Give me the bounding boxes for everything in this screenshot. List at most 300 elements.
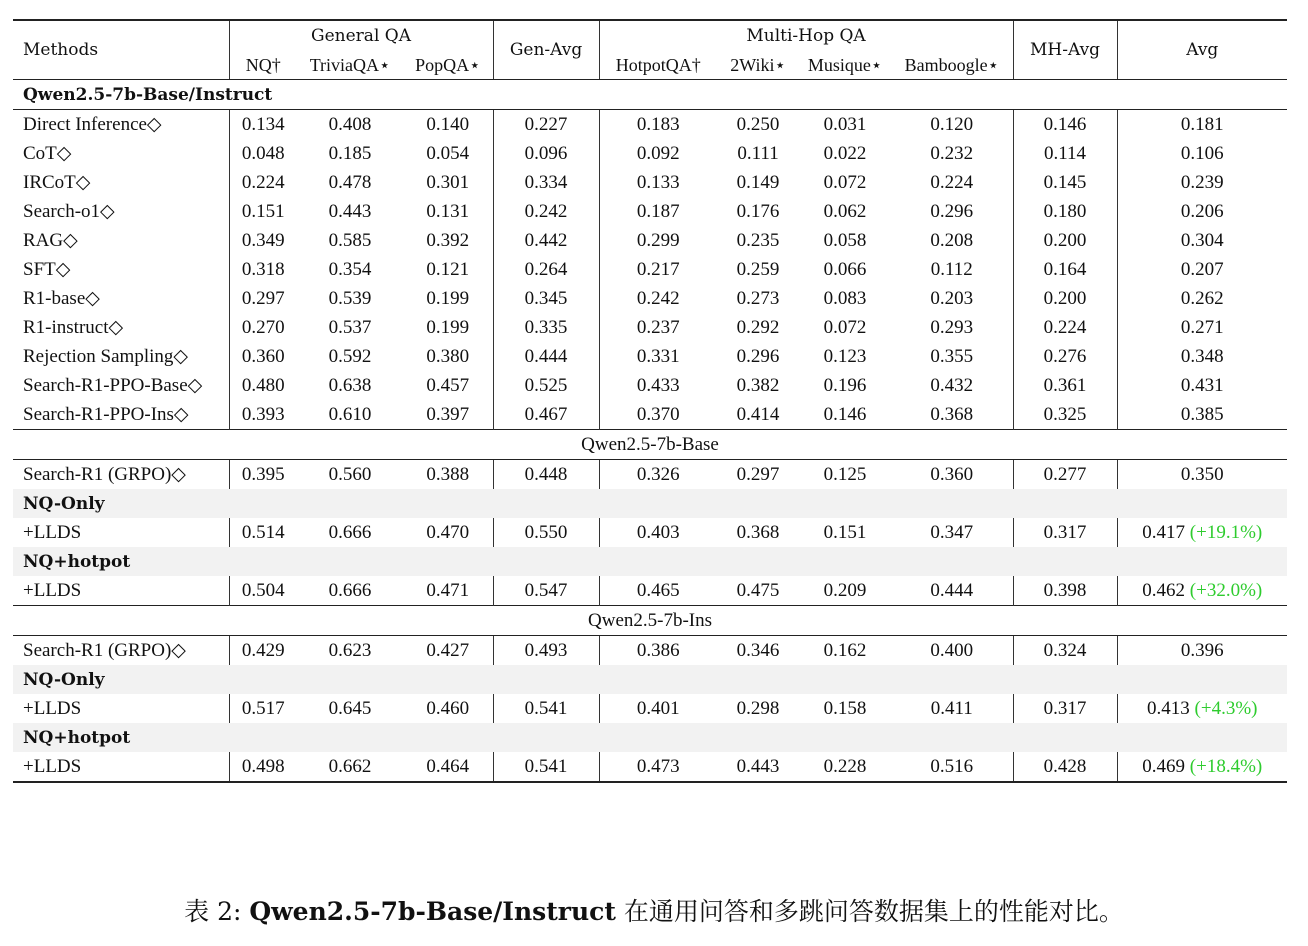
table-cell — [493, 694, 599, 723]
cell-value: 0.460 — [426, 697, 470, 719]
table-cell — [891, 226, 1013, 255]
cell-value: 0.610 — [328, 403, 372, 425]
method-name: +LLDS — [23, 521, 82, 543]
caption-prefix: 表 2: — [184, 897, 250, 926]
cell-value: 0.397 — [426, 403, 470, 425]
table-cell — [799, 460, 891, 490]
table-cell — [297, 576, 403, 606]
table-cell — [229, 139, 297, 168]
cell-value: 0.264 — [524, 258, 568, 280]
section-title-2: Qwen2.5-7b-Base — [13, 430, 1287, 460]
cell-value: 0.224 — [930, 171, 974, 193]
cell-value: 0.368 — [736, 521, 780, 543]
table-cell — [1013, 284, 1117, 313]
cell-value: 0.228 — [823, 755, 867, 777]
cell-value: 0.427 — [426, 639, 470, 661]
cell-value: 0.666 — [328, 521, 372, 543]
header-triviaqa: TriviaQA⋆ — [309, 54, 391, 75]
table-cell — [1013, 110, 1117, 140]
table-cell — [403, 255, 493, 284]
table-cell — [493, 226, 599, 255]
table-row — [13, 752, 1287, 782]
cell-value: 0.388 — [426, 463, 470, 485]
table-cell — [493, 460, 599, 490]
table-cell — [403, 576, 493, 606]
cell-value: 0.547 — [524, 579, 568, 601]
table-cell — [403, 168, 493, 197]
cell-value: 0.199 — [426, 287, 470, 309]
table-cell — [891, 139, 1013, 168]
table-cell — [1013, 371, 1117, 400]
cell-value: 0.185 — [328, 142, 372, 164]
table-cell — [599, 255, 717, 284]
table-cell — [1117, 460, 1287, 490]
cell-value: 0.413 — [1147, 697, 1190, 719]
cell-value: 0.149 — [736, 171, 780, 193]
table-cell — [891, 255, 1013, 284]
cell-value: 0.162 — [823, 639, 867, 661]
table-cell — [229, 752, 297, 782]
table-cell — [717, 518, 799, 547]
cell-value: 0.164 — [1043, 258, 1087, 280]
cell-value: 0.271 — [1180, 316, 1224, 338]
cell-value: 0.396 — [1180, 639, 1224, 661]
cell-value: 0.346 — [736, 639, 780, 661]
table-cell — [229, 313, 297, 342]
table-cell — [717, 752, 799, 782]
table-cell — [403, 139, 493, 168]
header-musique: Musique⋆ — [807, 54, 883, 75]
cell-value: 0.200 — [1043, 229, 1087, 251]
cell-value: 0.058 — [823, 229, 867, 251]
table-cell — [403, 226, 493, 255]
table-cell — [891, 371, 1013, 400]
method-name: IRCoT◇ — [23, 171, 91, 193]
gain-value: (+32.0%) — [1189, 579, 1263, 601]
table-cell — [297, 284, 403, 313]
cell-value: 0.355 — [930, 345, 974, 367]
table-cell — [1013, 694, 1117, 723]
table-row — [13, 110, 1287, 140]
caption-suffix: 在通用问答和多跳问答数据集上的性能对比。 — [615, 897, 1124, 926]
table-cell — [493, 255, 599, 284]
method-name: +LLDS — [13, 752, 229, 782]
method-name: Search-R1-PPO-Ins◇ — [23, 403, 189, 425]
table-cell — [403, 371, 493, 400]
cell-value: 0.638 — [328, 374, 372, 396]
cell-value: 0.296 — [736, 345, 780, 367]
table-row — [13, 400, 1287, 430]
table-cell — [1117, 400, 1287, 430]
group-label-nq-only-row — [13, 489, 1287, 518]
cell-value: 0.196 — [823, 374, 867, 396]
header-multi-hop-qa: Multi-Hop QA — [599, 20, 1013, 50]
cell-value: 0.217 — [636, 258, 680, 280]
table-cell — [493, 110, 599, 140]
table-cell — [1013, 226, 1117, 255]
cell-value: 0.232 — [930, 142, 974, 164]
cell-value: 0.504 — [241, 579, 285, 601]
cell-value: 0.417 — [1142, 521, 1186, 543]
gain-value: (+18.4%) — [1189, 755, 1263, 777]
cell-value: 0.348 — [1180, 345, 1224, 367]
cell-value: 0.401 — [636, 697, 680, 719]
table-row — [13, 255, 1287, 284]
cell-value: 0.537 — [328, 316, 372, 338]
cell-value: 0.368 — [930, 403, 974, 425]
cell-value: 0.208 — [930, 229, 974, 251]
table-cell — [891, 168, 1013, 197]
cell-value: 0.428 — [1043, 755, 1087, 777]
table-cell — [799, 400, 891, 430]
cell-value: 0.475 — [736, 579, 780, 601]
header-avg: Avg — [1117, 20, 1287, 80]
header-nq: NQ† — [229, 50, 297, 80]
table-cell — [493, 518, 599, 547]
table-row — [13, 371, 1287, 400]
cell-value: 0.293 — [930, 316, 974, 338]
table-cell — [799, 255, 891, 284]
table-cell — [599, 139, 717, 168]
group-label-nq-hotpot-row — [13, 723, 1287, 752]
cell-value: 0.398 — [1043, 579, 1087, 601]
cell-value: 0.493 — [524, 639, 568, 661]
cell-value: 0.335 — [524, 316, 568, 338]
cell-value: 0.121 — [426, 258, 470, 280]
method-name: Search-R1-PPO-Base◇ — [23, 374, 203, 396]
cell-value: 0.464 — [426, 755, 470, 777]
method-name: Direct Inference◇ — [13, 110, 229, 140]
table-cell — [493, 342, 599, 371]
cell-value: 0.360 — [241, 345, 285, 367]
table-cell — [297, 197, 403, 226]
cell-value: 0.273 — [736, 287, 780, 309]
cell-value: 0.304 — [1180, 229, 1224, 251]
table-cell — [799, 342, 891, 371]
section-title-1: Qwen2.5-7b-Base/Instruct — [23, 84, 273, 105]
cell-value: 0.443 — [328, 200, 372, 222]
table-cell — [1117, 752, 1287, 782]
cell-value: 0.106 — [1180, 142, 1224, 164]
table-cell — [403, 197, 493, 226]
cell-value: 0.331 — [636, 345, 680, 367]
cell-value: 0.292 — [736, 316, 780, 338]
cell-value: 0.317 — [1043, 521, 1087, 543]
cell-value: 0.083 — [823, 287, 867, 309]
cell-value: 0.209 — [823, 579, 867, 601]
cell-value: 0.235 — [736, 229, 780, 251]
cell-value: 0.048 — [241, 142, 285, 164]
cell-value: 0.443 — [736, 755, 780, 777]
table-cell — [891, 313, 1013, 342]
cell-value: 0.120 — [930, 113, 974, 135]
table-cell — [1013, 518, 1117, 547]
cell-value: 0.349 — [241, 229, 285, 251]
table-cell — [891, 197, 1013, 226]
table-cell — [717, 284, 799, 313]
cell-value: 0.262 — [1180, 287, 1224, 309]
table-row — [13, 460, 1287, 490]
table-cell — [297, 110, 403, 140]
cell-value: 0.072 — [823, 316, 867, 338]
cell-value: 0.199 — [426, 316, 470, 338]
header-hotpotqa: HotpotQA† — [599, 50, 717, 80]
table-cell — [599, 460, 717, 490]
table-row — [13, 636, 1287, 666]
table-row — [13, 139, 1287, 168]
cell-value: 0.176 — [736, 200, 780, 222]
cell-value: 0.354 — [328, 258, 372, 280]
table-cell — [717, 139, 799, 168]
cell-value: 0.242 — [636, 287, 680, 309]
table-cell — [493, 636, 599, 666]
cell-value: 0.324 — [1043, 639, 1087, 661]
group-label-nq-hotpot: NQ+hotpot — [13, 723, 1287, 752]
table-cell — [1117, 168, 1287, 197]
header-popqa: PopQA⋆ — [415, 54, 481, 75]
table-cell — [717, 636, 799, 666]
group-label-nq-hotpot: NQ+hotpot — [13, 547, 1287, 576]
table-cell — [229, 226, 297, 255]
table-cell — [297, 313, 403, 342]
table-caption — [0, 892, 1308, 928]
cell-value: 0.432 — [930, 374, 974, 396]
table-cell — [493, 197, 599, 226]
table-cell — [799, 636, 891, 666]
table-cell — [599, 168, 717, 197]
table-cell — [799, 313, 891, 342]
cell-value: 0.380 — [426, 345, 470, 367]
cell-value: 0.442 — [524, 229, 568, 251]
cell-value: 0.250 — [736, 113, 780, 135]
table-cell — [599, 226, 717, 255]
cell-value: 0.334 — [524, 171, 568, 193]
table-cell — [1013, 636, 1117, 666]
table-cell — [493, 284, 599, 313]
table-cell — [717, 197, 799, 226]
table-cell — [1117, 226, 1287, 255]
table-cell — [891, 400, 1013, 430]
method-name: Rejection Sampling◇ — [23, 345, 189, 367]
table-cell — [229, 400, 297, 430]
table-cell — [599, 400, 717, 430]
method-name: CoT◇ — [23, 142, 72, 164]
table-cell — [229, 255, 297, 284]
table-cell — [229, 197, 297, 226]
table-cell — [599, 110, 717, 140]
table-cell — [229, 110, 297, 140]
cell-value: 0.146 — [1043, 113, 1087, 135]
table-cell — [297, 636, 403, 666]
table-cell — [599, 636, 717, 666]
cell-value: 0.347 — [930, 521, 974, 543]
cell-value: 0.350 — [1180, 463, 1224, 485]
table-cell — [717, 255, 799, 284]
header-row-1 — [13, 20, 1287, 50]
method-name: R1-base◇ — [23, 287, 100, 309]
table-cell — [799, 694, 891, 723]
group-label-nq-only-row — [13, 665, 1287, 694]
table-cell — [599, 694, 717, 723]
cell-value: 0.326 — [636, 463, 680, 485]
method-name: Search-R1 (GRPO)◇ — [13, 460, 229, 490]
table-cell — [297, 226, 403, 255]
cell-value: 0.386 — [636, 639, 680, 661]
table-cell — [599, 313, 717, 342]
header-mh-avg: MH-Avg — [1013, 20, 1117, 80]
table-cell — [799, 139, 891, 168]
cell-value: 0.066 — [823, 258, 867, 280]
table-cell — [717, 226, 799, 255]
table-cell — [1117, 518, 1287, 547]
cell-value: 0.469 — [1142, 755, 1186, 777]
table-cell — [403, 636, 493, 666]
cell-value: 0.385 — [1180, 403, 1224, 425]
table-cell — [891, 284, 1013, 313]
header-methods: Methods — [13, 20, 229, 80]
cell-value: 0.276 — [1043, 345, 1087, 367]
cell-value: 0.151 — [823, 521, 867, 543]
table-cell — [891, 576, 1013, 606]
cell-value: 0.301 — [426, 171, 470, 193]
cell-value: 0.181 — [1180, 113, 1224, 135]
cell-value: 0.550 — [524, 521, 568, 543]
method-name: +LLDS — [23, 697, 82, 719]
table-cell — [229, 371, 297, 400]
table-cell — [799, 752, 891, 782]
cell-value: 0.514 — [241, 521, 285, 543]
cell-value: 0.525 — [524, 374, 568, 396]
cell-value: 0.360 — [930, 463, 974, 485]
table-cell — [717, 168, 799, 197]
table-cell — [1117, 284, 1287, 313]
table-cell — [493, 168, 599, 197]
section-title-1-row — [13, 80, 1287, 110]
table-cell — [891, 342, 1013, 371]
header-gen-avg: Gen-Avg — [493, 20, 599, 80]
table-cell — [297, 400, 403, 430]
cell-value: 0.299 — [636, 229, 680, 251]
cell-value: 0.592 — [328, 345, 372, 367]
section-title-3: Qwen2.5-7b-Ins — [13, 606, 1287, 636]
cell-value: 0.444 — [930, 579, 974, 601]
method-name: Search-o1◇ — [23, 200, 115, 222]
cell-value: 0.361 — [1043, 374, 1087, 396]
cell-value: 0.096 — [524, 142, 568, 164]
cell-value: 0.146 — [823, 403, 867, 425]
cell-value: 0.623 — [328, 639, 372, 661]
table-cell — [1013, 255, 1117, 284]
cell-value: 0.111 — [737, 142, 779, 164]
table-cell — [493, 576, 599, 606]
table-cell — [229, 518, 297, 547]
table-cell — [1117, 636, 1287, 666]
cell-value: 0.180 — [1043, 200, 1087, 222]
cell-value: 0.140 — [426, 113, 470, 135]
cell-value: 0.134 — [241, 113, 285, 135]
cell-value: 0.395 — [241, 463, 285, 485]
table-cell — [297, 460, 403, 490]
cell-value: 0.370 — [636, 403, 680, 425]
table-cell — [599, 342, 717, 371]
cell-value: 0.431 — [1180, 374, 1224, 396]
table-cell — [403, 694, 493, 723]
cell-value: 0.444 — [524, 345, 568, 367]
gain-value: (+4.3%) — [1194, 697, 1258, 719]
table-cell — [891, 636, 1013, 666]
cell-value: 0.400 — [930, 639, 974, 661]
table-cell — [229, 694, 297, 723]
cell-value: 0.465 — [636, 579, 680, 601]
table-cell — [403, 313, 493, 342]
table-cell — [799, 576, 891, 606]
table-cell — [717, 576, 799, 606]
table-cell — [297, 255, 403, 284]
table-cell — [1013, 752, 1117, 782]
table-cell — [1117, 110, 1287, 140]
cell-value: 0.183 — [636, 113, 680, 135]
gain-value: (+19.1%) — [1189, 521, 1263, 543]
cell-value: 0.662 — [328, 755, 372, 777]
cell-value: 0.539 — [328, 287, 372, 309]
table-cell — [1117, 139, 1287, 168]
cell-value: 0.345 — [524, 287, 568, 309]
cell-value: 0.227 — [524, 113, 568, 135]
table-cell — [717, 694, 799, 723]
method-name: R1-instruct◇ — [23, 316, 124, 338]
table-row — [13, 168, 1287, 197]
table-cell — [799, 518, 891, 547]
cell-value: 0.517 — [241, 697, 285, 719]
table-cell — [229, 636, 297, 666]
table-cell — [297, 752, 403, 782]
table-cell — [891, 460, 1013, 490]
table-body — [13, 80, 1287, 783]
cell-value: 0.224 — [1043, 316, 1087, 338]
table-row — [13, 226, 1287, 255]
cell-value: 0.151 — [241, 200, 285, 222]
section-title-2-row — [13, 430, 1287, 460]
table-cell — [1117, 197, 1287, 226]
table-cell — [717, 371, 799, 400]
table-cell — [297, 371, 403, 400]
table-cell — [1117, 371, 1287, 400]
table-cell — [599, 371, 717, 400]
cell-value: 0.133 — [636, 171, 680, 193]
cell-value: 0.239 — [1180, 171, 1224, 193]
cell-value: 0.298 — [736, 697, 780, 719]
cell-value: 0.480 — [241, 374, 285, 396]
table-row — [13, 518, 1287, 547]
cell-value: 0.158 — [823, 697, 867, 719]
cell-value: 0.054 — [426, 142, 470, 164]
cell-value: 0.516 — [930, 755, 974, 777]
method-name: SFT◇ — [23, 258, 71, 280]
cell-value: 0.270 — [241, 316, 285, 338]
table-cell — [1117, 342, 1287, 371]
cell-value: 0.062 — [823, 200, 867, 222]
table-row — [13, 576, 1287, 606]
method-name: RAG◇ — [23, 229, 78, 251]
table-cell — [297, 518, 403, 547]
cell-value: 0.237 — [636, 316, 680, 338]
table-cell — [493, 139, 599, 168]
cell-value: 0.541 — [524, 697, 568, 719]
cell-value: 0.297 — [736, 463, 780, 485]
table-cell — [717, 400, 799, 430]
table-cell — [799, 284, 891, 313]
table-cell — [493, 400, 599, 430]
